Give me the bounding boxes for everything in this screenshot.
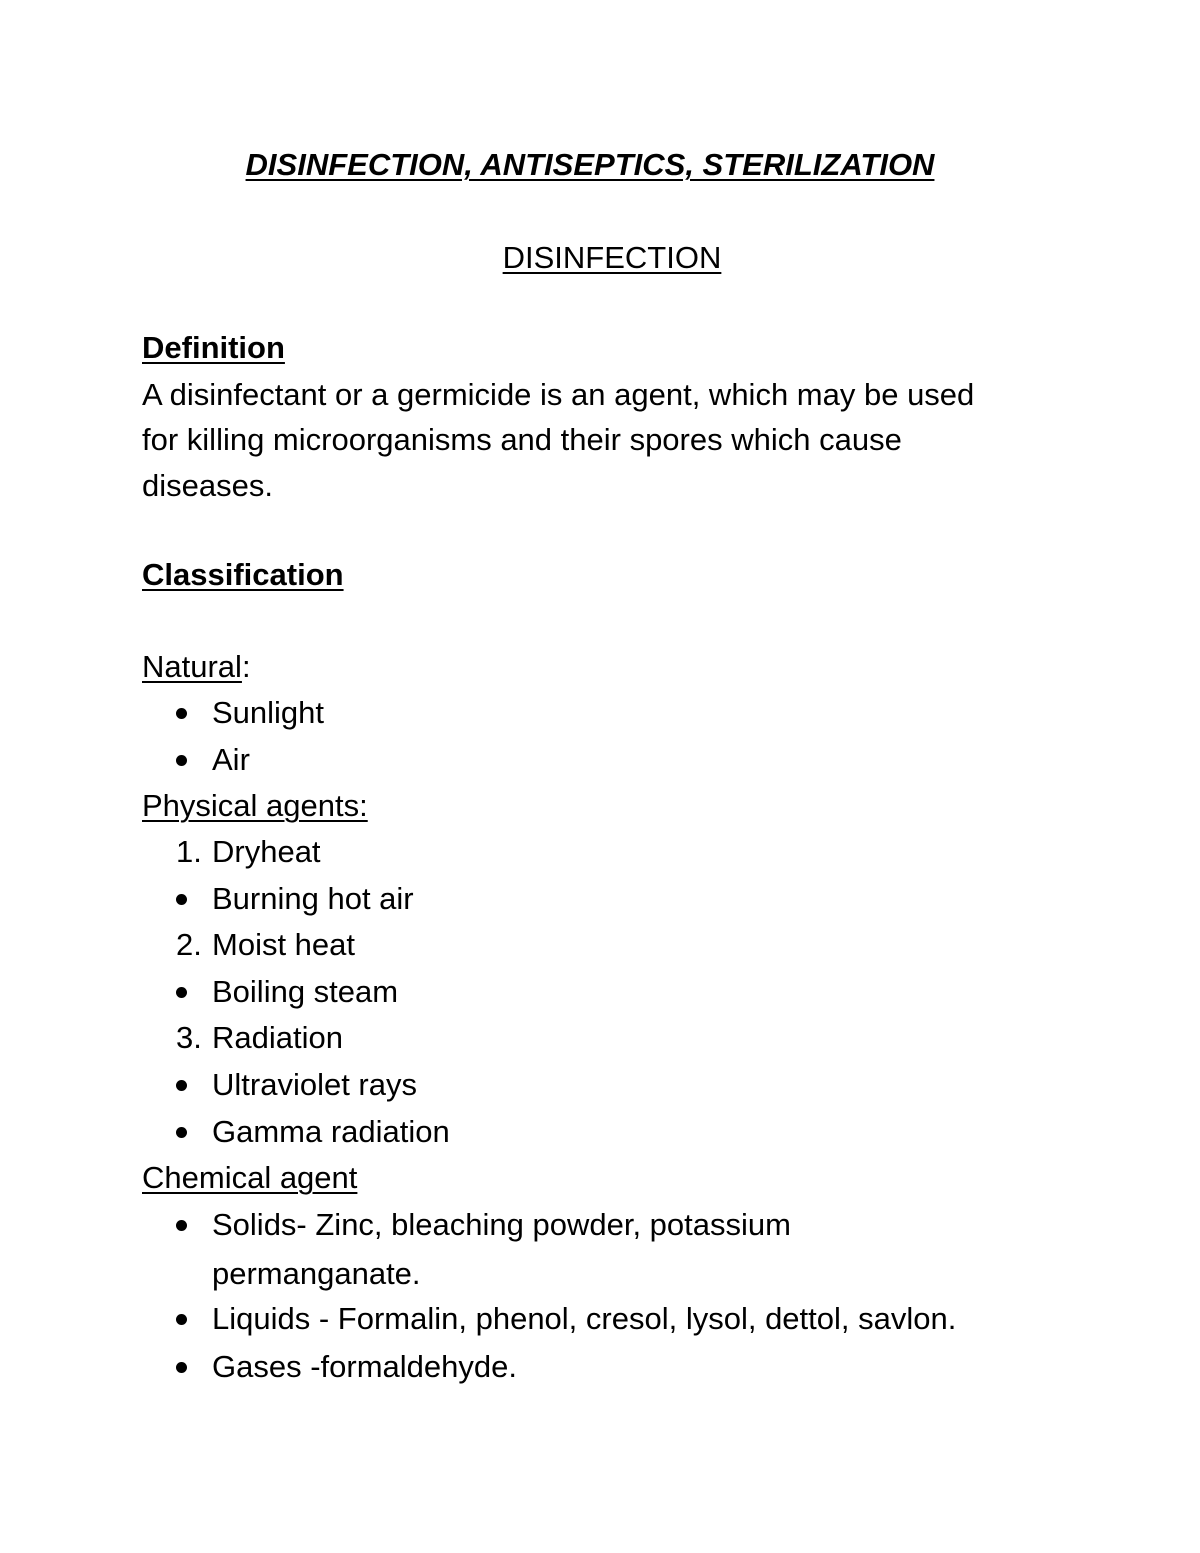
physical-item-moist-heat: Moist heat <box>212 927 356 962</box>
natural-label-text: Natural <box>142 649 242 684</box>
bullet-icon <box>176 1362 187 1373</box>
definition-line-1: A disinfectant or a germicide is an agent, which may be used <box>142 377 975 412</box>
physical-item-boiling-steam: Boiling steam <box>212 974 399 1009</box>
section-heading: DISINFECTION <box>502 240 722 275</box>
physical-item-burning-hot-air: Burning hot air <box>212 881 414 916</box>
definition-line-2: for killing microorganisms and their spores which cause <box>142 422 902 457</box>
chemical-item-liquids: Liquids - Formalin, phenol, cresol, lysol, dettol, savlon. <box>212 1301 957 1336</box>
document-title: DISINFECTION, ANTISEPTICS, STERILIZATION <box>245 147 935 182</box>
physical-item-ultraviolet-rays: Ultraviolet rays <box>212 1067 417 1102</box>
list-number: 1. <box>176 834 202 869</box>
natural-label <box>142 649 251 685</box>
physical-agents-label: Physical agents: <box>142 788 368 823</box>
bullet-icon <box>176 1314 187 1325</box>
bullet-icon <box>176 1127 187 1138</box>
bullet-icon <box>176 1080 187 1091</box>
natural-item-sunlight: Sunlight <box>212 695 325 730</box>
physical-item-gamma-radiation: Gamma radiation <box>212 1114 450 1149</box>
physical-item-radiation: Radiation <box>212 1020 343 1055</box>
chemical-item-solids-continued: permanganate. <box>212 1256 421 1291</box>
bullet-icon <box>176 755 187 766</box>
physical-item-dryheat: Dryheat <box>212 834 321 869</box>
chemical-item-solids: Solids- Zinc, bleaching powder, potassium <box>212 1207 791 1242</box>
definition-heading: Definition <box>142 330 285 365</box>
bullet-icon <box>176 894 187 905</box>
list-number: 3. <box>176 1020 202 1055</box>
natural-item-air: Air <box>212 742 250 777</box>
bullet-icon <box>176 708 187 719</box>
bullet-icon <box>176 987 187 998</box>
classification-heading: Classification <box>142 557 344 592</box>
chemical-agent-label: Chemical agent <box>142 1160 358 1195</box>
chemical-item-gases: Gases -formaldehyde. <box>212 1349 517 1384</box>
definition-line-3: diseases. <box>142 468 273 503</box>
list-number: 2. <box>176 927 202 962</box>
natural-label-colon: : <box>241 649 251 684</box>
bullet-icon <box>176 1220 187 1231</box>
